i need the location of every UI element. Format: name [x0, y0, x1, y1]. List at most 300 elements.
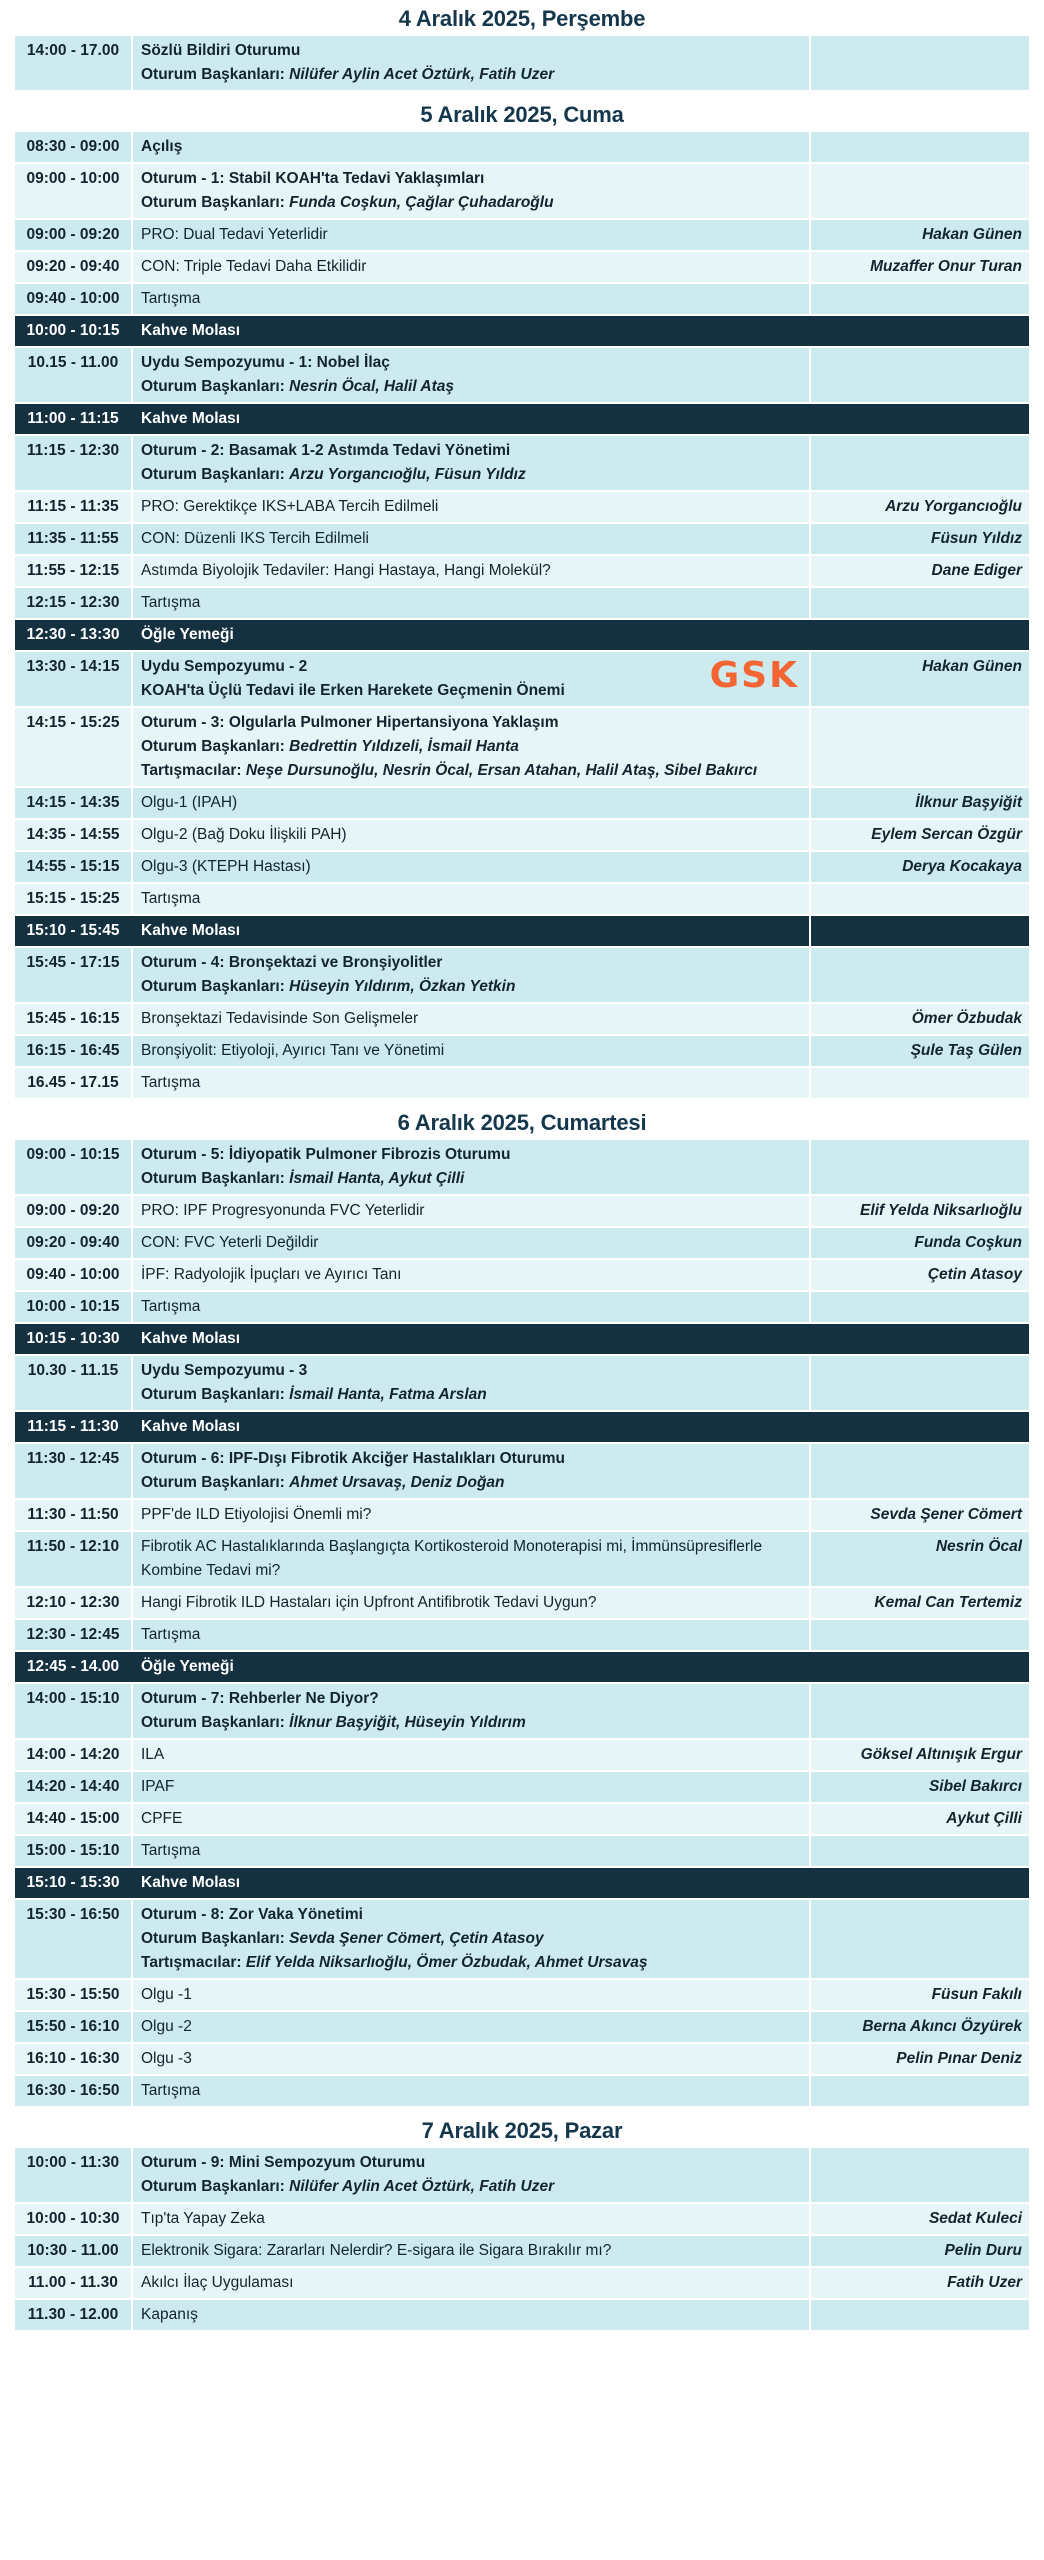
- session-description: [133, 1140, 809, 1194]
- session-description: [133, 1412, 1029, 1442]
- session-row: [15, 1684, 1029, 1738]
- speaker-name: [809, 884, 1029, 914]
- session-time: 15:30 - 15:50: [15, 1980, 133, 2010]
- speaker-name: Füsun Yıldız: [809, 524, 1029, 554]
- session-title: IPAF: [141, 1778, 175, 1795]
- session-description: [133, 1004, 809, 1034]
- chair-line: [141, 463, 801, 487]
- session-description: [133, 948, 809, 1002]
- speaker-name: [809, 1356, 1029, 1410]
- speaker-name: Pelin Duru: [809, 2236, 1029, 2266]
- speaker-name: Elif Yelda Niksarlıoğlu: [809, 1196, 1029, 1226]
- break-label: Kahve Molası: [141, 1418, 241, 1435]
- speaker-name: Kemal Can Tertemiz: [809, 1588, 1029, 1618]
- session-heading: Oturum - 1: Stabil KOAH'ta Tedavi Yaklaşımları: [141, 170, 485, 187]
- session-row: [15, 2300, 1029, 2330]
- session-title: PRO: Gerektikçe IKS+LABA Tercih Edilmeli: [141, 498, 439, 515]
- chair-label: Oturum Başkanları:: [141, 2178, 285, 2195]
- speaker-name: Füsun Fakılı: [809, 1980, 1029, 2010]
- session-description: [133, 1260, 809, 1290]
- session-title: Bronşektazi Tedavisinde Son Gelişmeler: [141, 1010, 419, 1027]
- session-description: [133, 708, 809, 786]
- chair-names: Ahmet Ursavaş, Deniz Doğan: [289, 1474, 505, 1491]
- session-time: 11:35 - 11:55: [15, 524, 133, 554]
- break-row: [15, 1324, 1029, 1354]
- session-row: [15, 492, 1029, 522]
- speaker-name: Arzu Yorgancıoğlu: [809, 492, 1029, 522]
- chair-names: İsmail Hanta, Aykut Çilli: [289, 1170, 465, 1187]
- session-heading: Oturum - 2: Basamak 1-2 Astımda Tedavi Yönetimi: [141, 442, 511, 459]
- session-time: 09:40 - 10:00: [15, 284, 133, 314]
- session-title: Fibrotik AC Hastalıklarında Başlangıçta Kortikosteroid Monoterapisi mi, İmmünsüpresiflerle Kombine Tedavi mi?: [141, 1538, 763, 1579]
- session-description: [133, 2236, 809, 2266]
- speaker-name: Aykut Çilli: [809, 1804, 1029, 1834]
- session-heading: Uydu Sempozyumu - 2: [141, 658, 308, 675]
- speaker-name: Nesrin Öcal: [809, 1532, 1029, 1586]
- session-time: 11:15 - 11:35: [15, 492, 133, 522]
- session-row: [15, 1196, 1029, 1226]
- session-time: 10:00 - 10:15: [15, 316, 133, 346]
- session-description: [133, 36, 809, 90]
- chair-label: Oturum Başkanları:: [141, 1386, 285, 1403]
- session-description: [133, 1868, 1029, 1898]
- session-row: [15, 1740, 1029, 1770]
- session-description: [133, 1356, 809, 1410]
- speaker-name: [809, 1444, 1029, 1498]
- session-time: 10.15 - 11.00: [15, 348, 133, 402]
- session-title: CPFE: [141, 1810, 183, 1827]
- session-description: [133, 620, 1029, 650]
- chair-line: [141, 1927, 801, 1951]
- session-time: 15:45 - 17:15: [15, 948, 133, 1002]
- speaker-name: [809, 284, 1029, 314]
- session-time: 09:00 - 09:20: [15, 220, 133, 250]
- session-description: [133, 1068, 809, 1098]
- chair-line: [141, 191, 801, 215]
- session-time: 16.45 - 17.15: [15, 1068, 133, 1098]
- speaker-name: Ömer Özbudak: [809, 1004, 1029, 1034]
- session-row: [15, 1292, 1029, 1322]
- session-time: 13:30 - 14:15: [15, 652, 133, 706]
- session-row: [15, 2204, 1029, 2234]
- session-description: [133, 1980, 809, 2010]
- session-row: [15, 2268, 1029, 2298]
- speaker-name: [809, 36, 1029, 90]
- session-description: [133, 2204, 809, 2234]
- session-time: 09:00 - 10:00: [15, 164, 133, 218]
- break-row: [15, 1652, 1029, 1682]
- session-description: [133, 884, 809, 914]
- session-time: 16:10 - 16:30: [15, 2044, 133, 2074]
- session-description: [133, 916, 809, 946]
- chair-line: [141, 759, 801, 783]
- session-row: [15, 1228, 1029, 1258]
- break-row: [15, 1868, 1029, 1898]
- day-header: 5 Aralık 2025, Cuma: [420, 102, 624, 127]
- session-row: [15, 252, 1029, 282]
- session-description: [133, 132, 809, 162]
- session-row: [15, 1444, 1029, 1498]
- session-description: [133, 1324, 1029, 1354]
- session-time: 14:55 - 15:15: [15, 852, 133, 882]
- session-time: 14:35 - 14:55: [15, 820, 133, 850]
- chair-label: Oturum Başkanları:: [141, 1930, 285, 1947]
- chair-names: Arzu Yorgancıoğlu, Füsun Yıldız: [289, 466, 526, 483]
- session-row: [15, 1356, 1029, 1410]
- session-title: CON: Triple Tedavi Daha Etkilidir: [141, 258, 367, 275]
- session-title: Tartışma: [141, 1298, 201, 1315]
- chair-label: Oturum Başkanları:: [141, 1714, 285, 1731]
- session-title: ILA: [141, 1746, 165, 1763]
- session-row: [15, 1140, 1029, 1194]
- chair-label: Oturum Başkanları:: [141, 738, 285, 755]
- speaker-name: Derya Kocakaya: [809, 852, 1029, 882]
- session-row: [15, 1980, 1029, 2010]
- session-title: Tartışma: [141, 594, 201, 611]
- session-time: 11:15 - 11:30: [15, 1412, 133, 1442]
- session-time: 14:00 - 15:10: [15, 1684, 133, 1738]
- speaker-name: [809, 1620, 1029, 1650]
- session-time: 10:00 - 10:30: [15, 2204, 133, 2234]
- session-description: [133, 2076, 809, 2106]
- session-row: [15, 788, 1029, 818]
- session-time: 11:30 - 12:45: [15, 1444, 133, 1498]
- speaker-name: [809, 1684, 1029, 1738]
- chair-names: Bedrettin Yıldızeli, İsmail Hanta: [289, 738, 519, 755]
- session-title: Akılcı İlaç Uygulaması: [141, 2274, 294, 2291]
- session-heading: Oturum - 9: Mini Sempozyum Oturumu: [141, 2154, 426, 2171]
- session-description: [133, 1228, 809, 1258]
- session-time: 11:00 - 11:15: [15, 404, 133, 434]
- speaker-name: [809, 1900, 1029, 1978]
- speaker-name: Dane Ediger: [809, 556, 1029, 586]
- session-description: [133, 1684, 809, 1738]
- session-title: Kapanış: [141, 2306, 198, 2323]
- session-heading: Oturum - 7: Rehberler Ne Diyor?: [141, 1690, 379, 1707]
- session-description: [133, 164, 809, 218]
- break-row: [15, 620, 1029, 650]
- session-time: 15:45 - 16:15: [15, 1004, 133, 1034]
- chair-names: Elif Yelda Niksarlıoğlu, Ömer Özbudak, Ahmet Ursavaş: [245, 1954, 648, 1971]
- break-row: [15, 916, 1029, 946]
- session-row: [15, 436, 1029, 490]
- session-row: [15, 652, 1029, 706]
- chair-line: [141, 1167, 801, 1191]
- break-row: [15, 1412, 1029, 1442]
- session-time: 14:00 - 14:20: [15, 1740, 133, 1770]
- session-row: [15, 284, 1029, 314]
- session-time: 09:00 - 10:15: [15, 1140, 133, 1194]
- chair-names: Nilüfer Aylin Acet Öztürk, Fatih Uzer: [289, 2178, 555, 2195]
- session-row: [15, 820, 1029, 850]
- session-description: [133, 404, 1029, 434]
- session-row: [15, 884, 1029, 914]
- speaker-name: Çetin Atasoy: [809, 1260, 1029, 1290]
- session-title: Olgu-1 (IPAH): [141, 794, 238, 811]
- speaker-name: [809, 164, 1029, 218]
- speaker-name: Hakan Günen: [809, 652, 1029, 706]
- session-heading: Oturum - 8: Zor Vaka Yönetimi: [141, 1906, 363, 1923]
- session-description: [133, 1292, 809, 1322]
- chair-names: Neşe Dursunoğlu, Nesrin Öcal, Ersan Atahan, Halil Ataş, Sibel Bakırcı: [245, 762, 758, 779]
- session-time: 09:00 - 09:20: [15, 1196, 133, 1226]
- session-description: [133, 1500, 809, 1530]
- speaker-name: Eylem Sercan Özgür: [809, 820, 1029, 850]
- session-time: 15:15 - 15:25: [15, 884, 133, 914]
- speaker-name: [809, 2148, 1029, 2202]
- day-header: 7 Aralık 2025, Pazar: [421, 2118, 623, 2143]
- session-description: [133, 252, 809, 282]
- session-row: [15, 1260, 1029, 1290]
- chair-line: [141, 735, 801, 759]
- session-title: Olgu -3: [141, 2050, 192, 2067]
- session-time: 11:50 - 12:10: [15, 1532, 133, 1586]
- session-title: Tartışma: [141, 2082, 201, 2099]
- break-label: Kahve Molası: [141, 922, 241, 939]
- session-description: [133, 348, 809, 402]
- session-row: [15, 588, 1029, 618]
- session-row: [15, 852, 1029, 882]
- speaker-name: Sibel Bakırcı: [809, 1772, 1029, 1802]
- session-time: 11:30 - 11:50: [15, 1500, 133, 1530]
- session-description: [133, 820, 809, 850]
- session-heading: Oturum - 5: İdiyopatik Pulmoner Fibrozis Oturumu: [141, 1146, 511, 1163]
- chair-names: Nesrin Öcal, Halil Ataş: [289, 378, 454, 395]
- session-time: 10:15 - 10:30: [15, 1324, 133, 1354]
- chair-names: Funda Coşkun, Çağlar Çuhadaroğlu: [289, 194, 554, 211]
- session-time: 16:15 - 16:45: [15, 1036, 133, 1066]
- session-row: [15, 2012, 1029, 2042]
- chair-label: Oturum Başkanları:: [141, 1474, 285, 1491]
- speaker-name: [809, 2300, 1029, 2330]
- chair-label: Oturum Başkanları:: [141, 378, 285, 395]
- session-time: 12:45 - 14.00: [15, 1652, 133, 1682]
- chair-line: [141, 975, 801, 999]
- session-row: [15, 1900, 1029, 1978]
- speaker-name: [809, 588, 1029, 618]
- session-heading: KOAH'ta Üçlü Tedavi ile Erken Harekete Geçmenin Önemi: [141, 682, 565, 699]
- break-row: [15, 404, 1029, 434]
- chair-label: Oturum Başkanları:: [141, 978, 285, 995]
- chair-names: Nilüfer Aylin Acet Öztürk, Fatih Uzer: [289, 66, 555, 83]
- chair-names: İlknur Başyiğit, Hüseyin Yıldırım: [289, 1714, 526, 1731]
- session-title: Bronşiyolit: Etiyoloji, Ayırıcı Tanı ve Yönetimi: [141, 1042, 445, 1059]
- session-description: [133, 1588, 809, 1618]
- session-row: [15, 1068, 1029, 1098]
- session-row: [15, 164, 1029, 218]
- session-title: PPF'de ILD Etiyolojisi Önemli mi?: [141, 1506, 372, 1523]
- session-row: [15, 556, 1029, 586]
- session-row: [15, 1036, 1029, 1066]
- session-time: 15:50 - 16:10: [15, 2012, 133, 2042]
- speaker-name: [809, 1140, 1029, 1194]
- break-label: Kahve Molası: [141, 1330, 241, 1347]
- session-row: [15, 1836, 1029, 1866]
- session-time: 15:00 - 15:10: [15, 1836, 133, 1866]
- speaker-name: Sevda Şener Cömert: [809, 1500, 1029, 1530]
- chair-names: Sevda Şener Cömert, Çetin Atasoy: [289, 1930, 544, 1947]
- session-row: [15, 1532, 1029, 1586]
- session-time: 14:15 - 15:25: [15, 708, 133, 786]
- session-time: 09:20 - 09:40: [15, 1228, 133, 1258]
- speaker-name: [809, 1292, 1029, 1322]
- session-title: Tartışma: [141, 1842, 201, 1859]
- speaker-name: Funda Coşkun: [809, 1228, 1029, 1258]
- session-time: 11:55 - 12:15: [15, 556, 133, 586]
- session-time: 10:00 - 11:30: [15, 2148, 133, 2202]
- session-row: [15, 132, 1029, 162]
- session-time: 12:30 - 13:30: [15, 620, 133, 650]
- session-title: Elektronik Sigara: Zararları Nelerdir? E-sigara ile Sigara Bırakılır mı?: [141, 2242, 612, 2259]
- session-heading: Oturum - 6: IPF-Dışı Fibrotik Akciğer Hastalıkları Oturumu: [141, 1450, 566, 1467]
- speaker-name: [809, 1836, 1029, 1866]
- session-row: [15, 708, 1029, 786]
- chair-line: [141, 375, 801, 399]
- session-time: 15:30 - 16:50: [15, 1900, 133, 1978]
- session-time: 14:15 - 14:35: [15, 788, 133, 818]
- session-time: 12:15 - 12:30: [15, 588, 133, 618]
- session-title: Olgu-2 (Bağ Doku İlişkili PAH): [141, 826, 347, 843]
- break-label: Kahve Molası: [141, 1874, 241, 1891]
- chair-label: Oturum Başkanları:: [141, 1170, 285, 1187]
- speaker-name: [809, 1068, 1029, 1098]
- session-title: PRO: IPF Progresyonunda FVC Yeterlidir: [141, 1202, 425, 1219]
- session-description: [133, 1804, 809, 1834]
- chair-line: [141, 63, 801, 87]
- speaker-name: Fatih Uzer: [809, 2268, 1029, 2298]
- session-title: Olgu-3 (KTEPH Hastası): [141, 858, 311, 875]
- session-row: [15, 348, 1029, 402]
- chair-line: [141, 1951, 801, 1975]
- session-row: [15, 1588, 1029, 1618]
- speaker-name: [809, 948, 1029, 1002]
- session-title: PRO: Dual Tedavi Yeterlidir: [141, 226, 328, 243]
- session-time: 10.30 - 11.15: [15, 1356, 133, 1410]
- speaker-name: [809, 2076, 1029, 2106]
- session-time: 14:40 - 15:00: [15, 1804, 133, 1834]
- speaker-name: Hakan Günen: [809, 220, 1029, 250]
- session-title: Olgu -2: [141, 2018, 192, 2035]
- day-header: 4 Aralık 2025, Perşembe: [398, 6, 646, 31]
- session-row: [15, 1772, 1029, 1802]
- session-description: [133, 556, 809, 586]
- session-title: Hangi Fibrotik ILD Hastaları için Upfront Antifibrotik Tedavi Uygun?: [141, 1594, 597, 1611]
- session-description: [133, 852, 809, 882]
- session-row: [15, 2076, 1029, 2106]
- session-title: Tartışma: [141, 290, 201, 307]
- session-time: 16:30 - 16:50: [15, 2076, 133, 2106]
- break-label: Öğle Yemeği: [141, 626, 234, 643]
- session-description: [133, 2148, 809, 2202]
- chair-line: [141, 2175, 801, 2199]
- chair-line: [141, 1471, 801, 1495]
- session-heading: Uydu Sempozyumu - 1: Nobel İlaç: [141, 354, 390, 371]
- chair-names: İsmail Hanta, Fatma Arslan: [289, 1386, 487, 1403]
- session-row: [15, 524, 1029, 554]
- session-title: Astımda Biyolojik Tedaviler: Hangi Hastaya, Hangi Molekül?: [141, 562, 551, 579]
- session-time: 11.00 - 11.30: [15, 2268, 133, 2298]
- speaker-name: [809, 348, 1029, 402]
- session-time: 09:40 - 10:00: [15, 1260, 133, 1290]
- chair-label: Tartışmacılar:: [141, 1954, 242, 1971]
- session-time: 09:20 - 09:40: [15, 252, 133, 282]
- session-row: [15, 1804, 1029, 1834]
- session-description: [133, 588, 809, 618]
- session-row: [15, 1620, 1029, 1650]
- sponsor-logo: GSK: [709, 655, 799, 696]
- session-description: [133, 1196, 809, 1226]
- session-time: 08:30 - 09:00: [15, 132, 133, 162]
- break-label: Kahve Molası: [141, 410, 241, 427]
- session-row: [15, 36, 1029, 90]
- session-description: [133, 652, 809, 706]
- chair-names: Hüseyin Yıldırım, Özkan Yetkin: [289, 978, 516, 995]
- session-description: [133, 1532, 809, 1586]
- session-heading: Uydu Sempozyumu - 3: [141, 1362, 308, 1379]
- chair-label: Tartışmacılar:: [141, 762, 242, 779]
- session-title: CON: FVC Yeterli Değildir: [141, 1234, 319, 1251]
- session-time: 14:20 - 14:40: [15, 1772, 133, 1802]
- session-title: CON: Düzenli IKS Tercih Edilmeli: [141, 530, 369, 547]
- day-header: 6 Aralık 2025, Cumartesi: [397, 1110, 647, 1135]
- session-title: Tıp'ta Yapay Zeka: [141, 2210, 265, 2227]
- session-time: 12:10 - 12:30: [15, 1588, 133, 1618]
- session-description: [133, 220, 809, 250]
- session-time: 15:10 - 15:30: [15, 1868, 133, 1898]
- chair-line: [141, 1383, 801, 1407]
- session-description: [133, 2044, 809, 2074]
- session-description: [133, 436, 809, 490]
- speaker-name: Pelin Pınar Deniz: [809, 2044, 1029, 2074]
- session-row: [15, 2236, 1029, 2266]
- session-description: [133, 1740, 809, 1770]
- speaker-name: İlknur Başyiğit: [809, 788, 1029, 818]
- session-title: Tartışma: [141, 1626, 201, 1643]
- session-description: [133, 1900, 809, 1978]
- session-description: [133, 2268, 809, 2298]
- session-heading: Oturum - 3: Olgularla Pulmoner Hipertansiyona Yaklaşım: [141, 714, 559, 731]
- speaker-name: [809, 436, 1029, 490]
- session-heading: Açılış: [141, 138, 183, 155]
- chair-label: Oturum Başkanları:: [141, 194, 285, 211]
- chair-label: Oturum Başkanları:: [141, 66, 285, 83]
- session-description: [133, 1036, 809, 1066]
- session-title: Olgu -1: [141, 1986, 192, 2003]
- session-description: [133, 2012, 809, 2042]
- session-title: İPF: Radyolojik İpuçları ve Ayırıcı Tanı: [141, 1266, 402, 1283]
- break-row: [15, 316, 1029, 346]
- speaker-name: [809, 708, 1029, 786]
- session-row: [15, 948, 1029, 1002]
- chair-line: [141, 1711, 801, 1735]
- speaker-name: [809, 132, 1029, 162]
- session-time: 10:00 - 10:15: [15, 1292, 133, 1322]
- session-description: [133, 788, 809, 818]
- break-label: Öğle Yemeği: [141, 1658, 234, 1675]
- speaker-name: Göksel Altınışık Ergur: [809, 1740, 1029, 1770]
- session-description: [133, 1444, 809, 1498]
- session-time: 15:10 - 15:45: [15, 916, 133, 946]
- session-heading: Oturum - 4: Bronşektazi ve Bronşiyolitler: [141, 954, 443, 971]
- session-description: [133, 524, 809, 554]
- session-description: [133, 2300, 809, 2330]
- session-description: [133, 1772, 809, 1802]
- session-row: [15, 220, 1029, 250]
- session-description: [133, 492, 809, 522]
- speaker-name: Berna Akıncı Özyürek: [809, 2012, 1029, 2042]
- session-time: 11.30 - 12.00: [15, 2300, 133, 2330]
- session-time: 14:00 - 17.00: [15, 36, 133, 90]
